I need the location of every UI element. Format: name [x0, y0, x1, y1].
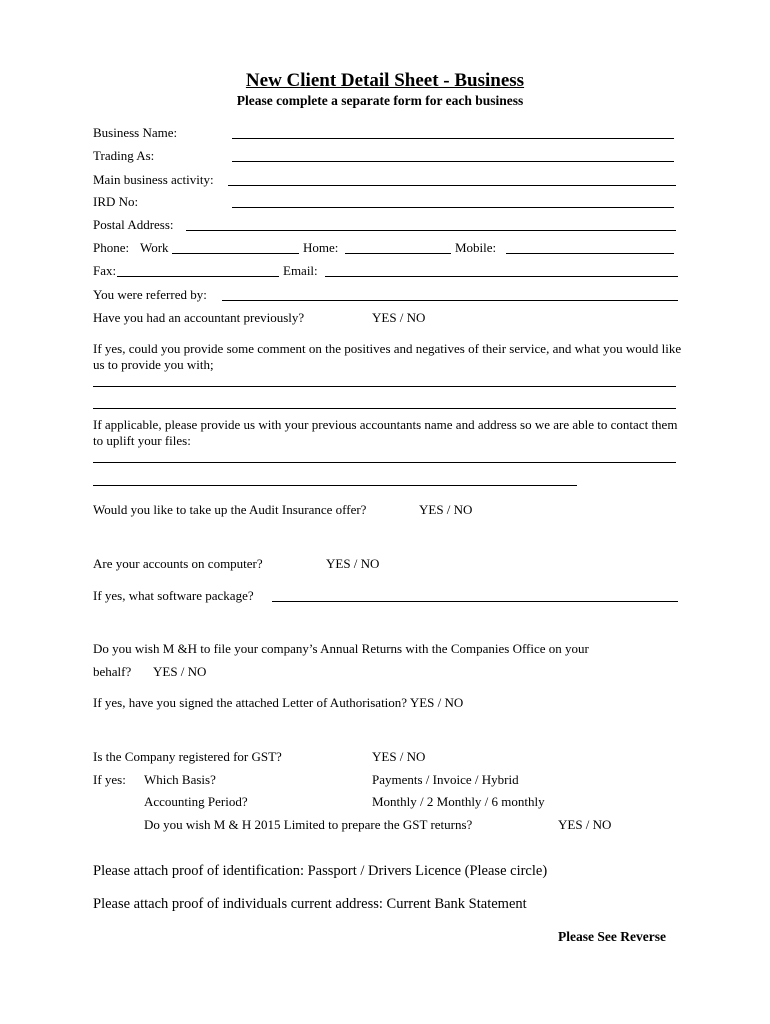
phone-home-field[interactable] [345, 242, 451, 254]
email-field[interactable] [325, 265, 678, 277]
referred-by-field[interactable] [222, 289, 678, 301]
gst-registered-question: Is the Company registered for GST? [93, 749, 282, 764]
business-name-label: Business Name: [93, 125, 178, 140]
software-package-question: If yes, what software package? [93, 588, 254, 603]
trading-as-label: Trading As: [93, 148, 155, 163]
letter-authorisation-question[interactable]: If yes, have you signed the attached Letter of Authorisation? YES / NO [93, 695, 464, 710]
if-yes-label: If yes: [93, 772, 126, 787]
accounting-period-question: Accounting Period? [144, 794, 248, 809]
which-basis-options[interactable]: Payments / Invoice / Hybrid [372, 772, 519, 787]
page-title: New Client Detail Sheet - Business [245, 70, 525, 91]
business-name-field[interactable] [232, 127, 674, 139]
comment-line-1[interactable] [93, 375, 676, 387]
see-reverse-note: Please See Reverse [558, 929, 666, 944]
proof-id-instruction: Please attach proof of identification: Passport / Drivers Licence (Please circle) [93, 863, 548, 879]
fax-field[interactable] [117, 265, 279, 277]
comment-prompt: If yes, could you provide some comment on the positives and negatives of their service, and what you would like us to provide you with; [93, 341, 682, 372]
which-basis-question: Which Basis? [144, 772, 216, 787]
prev-details-line-2[interactable] [93, 474, 577, 486]
trading-as-field[interactable] [232, 150, 674, 162]
prev-accountant-question: Have you had an accountant previously? [93, 310, 305, 325]
email-label: Email: [283, 263, 318, 278]
main-activity-field[interactable] [228, 174, 676, 186]
gst-returns-question: Do you wish M & H 2015 Limited to prepare the GST returns? [144, 817, 473, 832]
prev-details-prompt: If applicable, please provide us with your previous accountants name and address so we are able to contact them to uplift your files: [93, 417, 678, 448]
audit-insurance-question: Would you like to take up the Audit Insurance offer? [93, 502, 367, 517]
page-subtitle: Please complete a separate form for each business [236, 93, 524, 108]
prev-details-line-1[interactable] [93, 451, 676, 463]
postal-address-label: Postal Address: [93, 217, 174, 232]
phone-work-field[interactable] [172, 242, 299, 254]
audit-insurance-options[interactable]: YES / NO [419, 502, 473, 517]
referred-by-label: You were referred by: [93, 287, 207, 302]
gst-returns-options[interactable]: YES / NO [558, 817, 612, 832]
accounts-computer-question: Are your accounts on computer? [93, 556, 263, 571]
annual-returns-question-cont: behalf? [93, 664, 132, 679]
gst-registered-options[interactable]: YES / NO [372, 749, 426, 764]
comment-line-2[interactable] [93, 397, 676, 409]
fax-label: Fax: [93, 263, 117, 278]
phone-mobile-label: Mobile: [455, 240, 497, 255]
main-activity-label: Main business activity: [93, 172, 214, 187]
proof-address-instruction: Please attach proof of individuals current address: Current Bank Statement [93, 896, 527, 912]
software-package-field[interactable] [272, 590, 678, 602]
ird-no-field[interactable] [232, 196, 674, 208]
phone-label: Phone: [93, 240, 130, 255]
phone-mobile-field[interactable] [506, 242, 674, 254]
postal-address-field[interactable] [186, 219, 676, 231]
accounting-period-options[interactable]: Monthly / 2 Monthly / 6 monthly [372, 794, 545, 809]
annual-returns-question: Do you wish M &H to file your company’s Annual Returns with the Companies Office on your [93, 641, 589, 656]
phone-home-label: Home: [303, 240, 339, 255]
prev-accountant-options[interactable]: YES / NO [372, 310, 426, 325]
accounts-computer-options[interactable]: YES / NO [326, 556, 380, 571]
phone-work-label: Work [140, 240, 169, 255]
annual-returns-options[interactable]: YES / NO [153, 664, 207, 679]
ird-no-label: IRD No: [93, 194, 139, 209]
